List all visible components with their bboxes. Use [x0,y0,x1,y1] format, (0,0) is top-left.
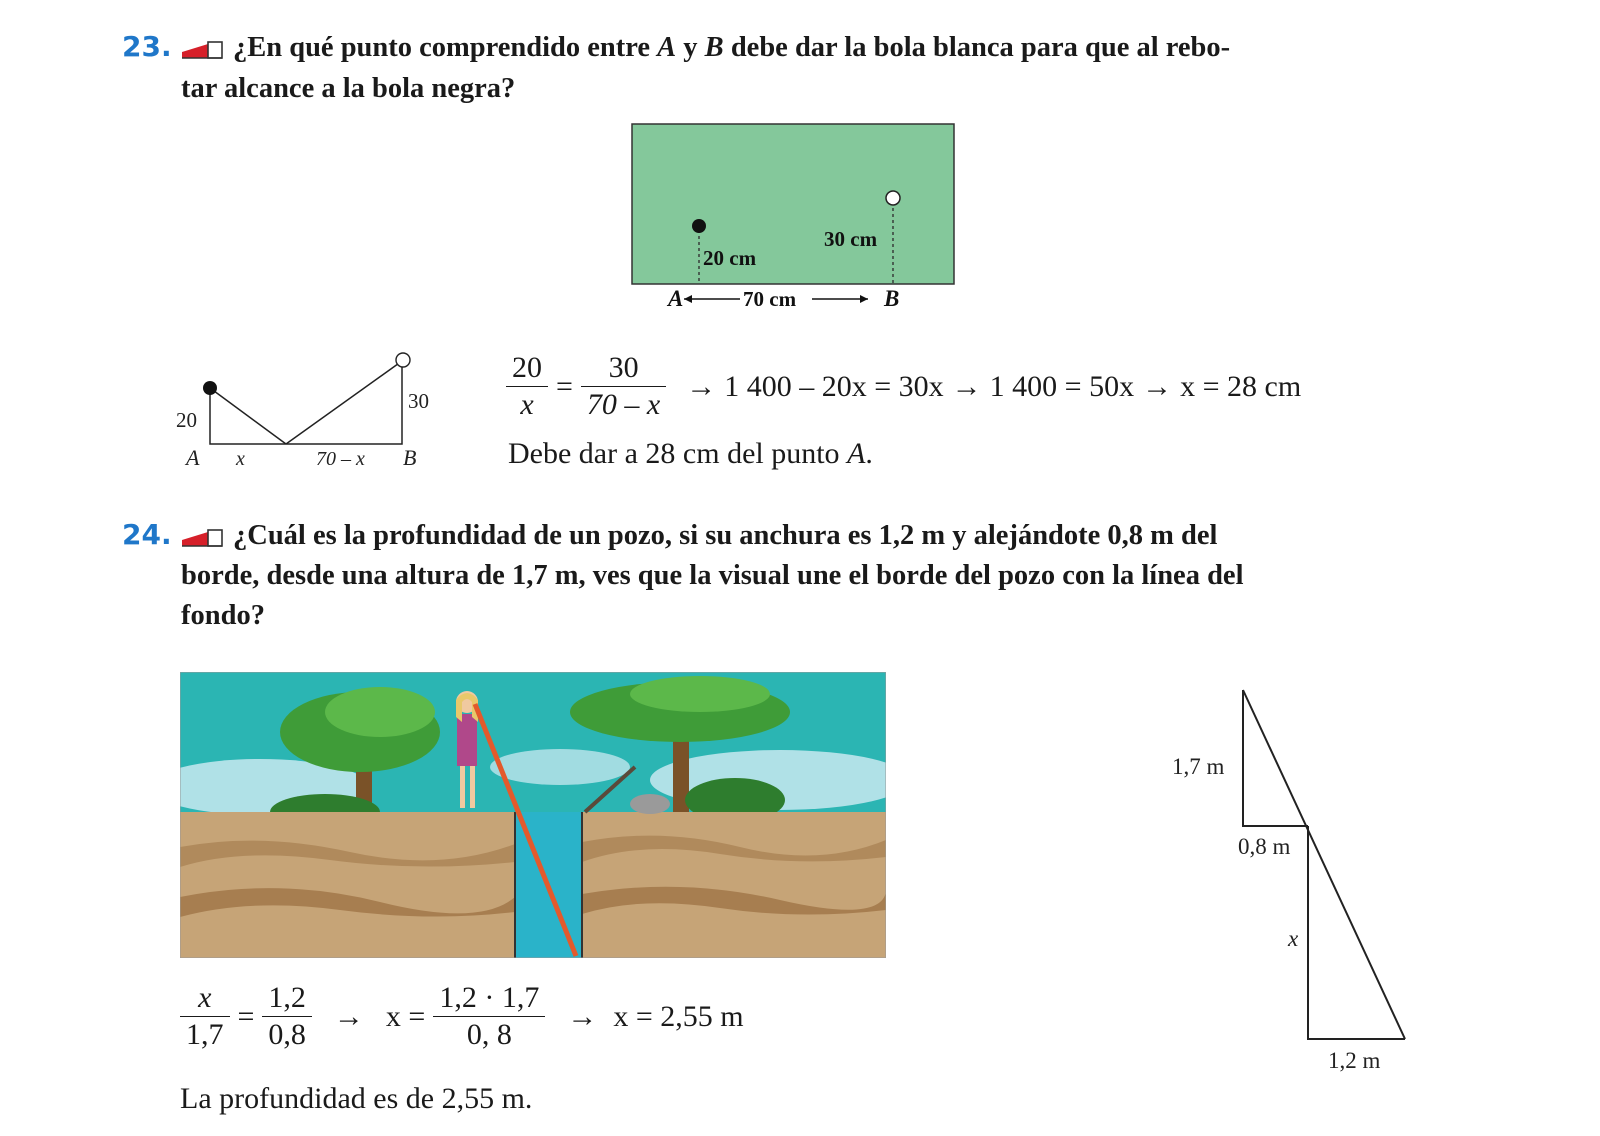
difficulty-icon [180,40,224,60]
arrow-left-head [684,295,692,303]
arrow-icon: → [333,999,364,1033]
arrow-icon: → [686,369,717,403]
label-a: A [186,445,200,470]
q23-text-line1: ¿En qué punto comprendido entre A y B debe dar la bola blanca para que al rebo- [233,32,1231,63]
fraction-product-over-0-8: $\frac{1,2 \cdot 1,7}{0, 8}$ [433,980,545,1053]
fraction-30-over-70-minus-x: $\frac{30}{70 - x}$ [581,350,666,423]
q24-text-line2: borde, desde una altura de 1,7 m, ves que la visual une el borde del pozo con la línea del [181,560,1244,591]
arrow-right-head [860,295,868,303]
black-ball [692,219,706,233]
fraction-1-2-over-0-8: $\frac{1,2}{0,8}$ [262,980,312,1053]
label-1-2m: 1,2 m [1328,1048,1381,1073]
label-b: B [403,445,417,470]
label-30cm: 30 cm [824,227,878,251]
step-1: 1 400 – 20x = 30x [724,369,944,403]
black-ball [203,381,217,395]
well-illustration [180,672,886,958]
label-20cm: 20 cm [703,246,757,270]
result: x = 2,55 m [613,999,744,1033]
well-triangle-diagram [1160,684,1420,1084]
label-a: A [668,286,684,311]
step-2: 1 400 = 50x [989,369,1135,403]
white-ball [886,191,900,205]
arrow-icon: → [1142,369,1173,403]
label-0-8m: 0,8 m [1238,834,1291,859]
white-ball [396,353,410,367]
label-x: x [236,448,245,470]
q24-answer: La profundidad es de 2,55 m. [180,1082,533,1115]
step-3: x = 28 cm [1180,369,1302,403]
q23-text-line2: tar alcance a la bola negra? [181,73,516,104]
fraction-x-over-1-7: $\frac{x}{1,7}$ [180,980,230,1053]
billiard-table [632,124,954,284]
label-1-7m: 1,7 m [1172,754,1225,779]
difficulty-icon [180,528,224,548]
label-x: x [1288,926,1299,951]
q23-number: 23. [122,30,172,63]
fraction-20-over-x: $\frac{20}{x}$ [506,350,548,423]
q23-equation [506,350,1301,423]
equals-sign: = [556,369,573,403]
label-70cm: 70 cm [743,287,797,311]
billiard-table-figure [620,122,960,322]
q24-text-line3: fondo? [181,600,265,631]
arrow-icon: → [951,369,982,403]
label-20: 20 [176,408,197,432]
x-equals: x = [385,999,426,1033]
arrow-icon: → [567,999,598,1033]
q24-number: 24. [122,518,172,551]
reflection-triangle-diagram [172,352,452,482]
equals-sign: = [237,999,255,1033]
label-70-minus-x: 70 – x [316,448,365,470]
label-b: B [884,286,900,311]
q24-equation [180,980,744,1053]
label-30: 30 [408,389,429,413]
q23-answer: Debe dar a 28 cm del punto A. [508,437,873,470]
q24-text-line1: ¿Cuál es la profundidad de un pozo, si su anchura es 1,2 m y alejándote 0,8 m del [233,520,1218,551]
